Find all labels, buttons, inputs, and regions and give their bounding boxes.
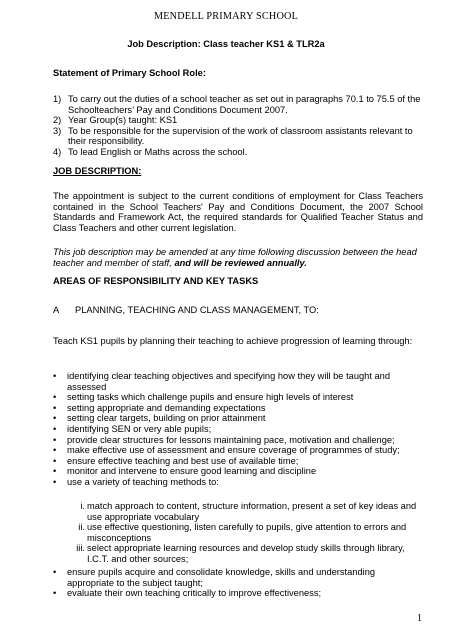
role-item-number: 3) <box>53 125 62 136</box>
role-item <box>53 115 423 126</box>
roman-numeral: i. <box>80 501 85 511</box>
roman-numeral: iii. <box>76 543 85 554</box>
bullet-text: setting clear targets, building on prior attainment <box>67 413 266 424</box>
role-item-text: To be responsible for the supervision of the work of classroom assistants relevant to their responsibility. <box>68 125 413 147</box>
bullet-icon: • <box>53 567 57 577</box>
role-heading: Statement of Primary School Role: <box>53 68 206 78</box>
bullet-text: ensure effective teaching and best use of available time; <box>67 455 299 466</box>
bullet-text: ensure pupils acquire and consolidate knowledge, skills and understanding appropriate to the subject taught; <box>67 567 376 588</box>
bullet-icon: • <box>53 476 57 487</box>
teaching-method-item <box>74 522 428 543</box>
bullet-icon: • <box>53 434 57 445</box>
bullet-text: setting appropriate and demanding expectations <box>67 402 266 413</box>
teaching-methods-list <box>74 501 428 565</box>
teaching-bullets <box>53 371 423 488</box>
method-text: use effective questioning, listen carefully to pupils, give attention to errors and misconceptions <box>87 522 407 543</box>
role-list <box>53 94 423 158</box>
teaching-bullet-item <box>53 413 423 424</box>
areas-heading: AREAS OF RESPONSIBILITY AND KEY TASKS <box>53 276 259 286</box>
appointment-paragraph: The appointment is subject to the current conditions of employment for Class Teachers contained in the School Teachers' Pay and Conditions Document, the 2007 School Standards and Framework Act, the required standards for Qualified Teacher Status and Class Teachers and other current legislation. <box>53 191 423 233</box>
roman-numeral: ii. <box>78 522 85 533</box>
bullet-text: setting tasks which challenge pupils and ensure high levels of interest <box>67 392 354 403</box>
bullet-icon: • <box>53 466 57 477</box>
bullet-text: identifying clear teaching objectives and specifying how they will be taught and assessed <box>67 371 391 392</box>
teaching-bullet-item <box>53 456 423 467</box>
method-text: match approach to content, structure information, present a set of key ideas and use appropriate vocabulary <box>87 501 417 522</box>
role-item-text: To carry out the duties of a school teacher as set out in paragraphs 70.1 to 75.5 of the Schoolteachers’ Pay and Conditions Document 2007. <box>68 94 421 115</box>
teaching-bullet-item <box>53 424 423 435</box>
bullet-icon: • <box>53 392 57 403</box>
teaching-bullet-item <box>53 445 423 456</box>
outcome-bullet-item <box>53 567 423 588</box>
amendment-note <box>53 247 423 268</box>
role-item-number: 1) <box>53 94 62 104</box>
section-title: PLANNING, TEACHING AND CLASS MANAGEMENT, TO: <box>75 305 319 315</box>
teaching-bullet-item <box>53 435 423 446</box>
bullet-icon: • <box>53 413 57 424</box>
amendment-note-bold: and will be reviewed annually. <box>174 257 307 268</box>
outcome-bullet-item <box>53 588 423 599</box>
bullet-icon: • <box>53 455 57 466</box>
teaching-bullet-item <box>53 392 423 403</box>
role-item-number: 4) <box>53 146 62 157</box>
bullet-icon: • <box>53 371 57 381</box>
bullet-text: use a variety of teaching methods to: <box>67 476 219 487</box>
bullet-text: provide clear structures for lessons maintaining pace, motivation and challenge; <box>67 434 395 445</box>
bullet-icon: • <box>53 588 57 599</box>
section-letter: A <box>53 305 60 315</box>
page-number: 1 <box>417 613 422 624</box>
amendment-note-italic: This job description may be amended at any time following discussion between the head teacher and member of staff, <box>53 247 417 268</box>
teaching-method-item <box>74 543 428 564</box>
job-title: Job Description: Class teacher KS1 & TLR2a <box>127 39 325 49</box>
bullet-text: identifying SEN or very able pupils; <box>67 423 212 434</box>
method-text: select appropriate learning resources and develop study skills through library, I.C.T. and other sources; <box>87 543 405 564</box>
bullet-icon: • <box>53 423 57 434</box>
teaching-bullet-item <box>53 477 423 488</box>
teaching-bullet-item <box>53 403 423 414</box>
teaching-method-item <box>74 501 428 522</box>
bullet-text: make effective use of assessment and ensure coverage of programmes of study; <box>67 445 400 456</box>
role-item <box>53 147 423 158</box>
role-item <box>53 126 423 147</box>
teaching-bullet-item <box>53 371 423 392</box>
role-item-text: To lead English or Maths across the school. <box>68 146 248 157</box>
bullet-text: evaluate their own teaching critically to improve effectiveness; <box>67 588 322 599</box>
outcome-bullets <box>53 567 423 599</box>
bullet-icon: • <box>53 445 57 456</box>
bullet-icon: • <box>53 402 57 413</box>
teaching-intro: Teach KS1 pupils by planning their teaching to achieve progression of learning through: <box>53 336 413 346</box>
role-item <box>53 94 423 115</box>
teaching-bullet-item <box>53 466 423 477</box>
role-item-number: 2) <box>53 115 62 126</box>
role-item-text: Year Group(s) taught: KS1 <box>68 115 178 126</box>
bullet-text: monitor and intervene to ensure good learning and discipline <box>67 466 317 477</box>
school-name: MENDELL PRIMARY SCHOOL <box>153 11 298 22</box>
job-description-heading: JOB DESCRIPTION: <box>53 166 142 176</box>
